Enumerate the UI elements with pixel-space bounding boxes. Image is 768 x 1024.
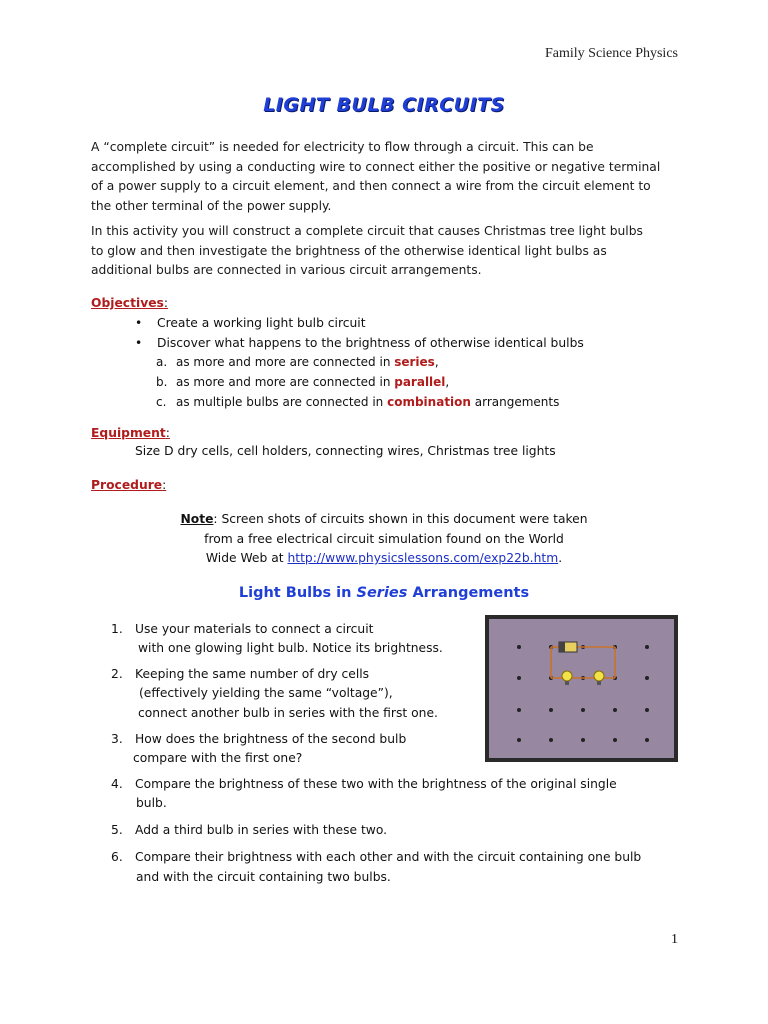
list-item [111, 620, 373, 639]
list-item [156, 352, 559, 372]
step-text: Use your materials to connect a circuit [135, 622, 374, 636]
intro-p1-line: A “complete circuit” is needed for electricity to flow through a circuit. This can be [91, 140, 594, 154]
step-text: Keeping the same number of dry cells [135, 667, 370, 681]
intro-p1-line: of a power supply to a circuit element, and then connect a wire from the circuit element to [91, 179, 651, 194]
procedure-colon: : [162, 478, 167, 492]
objectives-sublist [156, 352, 559, 412]
peg [613, 738, 617, 742]
simulation-link[interactable]: http://www.physicslessons.com/exp22b.htm [287, 551, 559, 565]
sub-text [176, 372, 449, 392]
sub-post: arrangements [470, 395, 560, 409]
step-number: 1. [111, 622, 123, 636]
note-label: Note [180, 512, 214, 526]
objectives-colon: : [163, 296, 169, 310]
keyword-series: series [394, 355, 435, 369]
note-line-1 [0, 510, 768, 530]
step-number: 5. [111, 823, 123, 837]
intro-paragraph-2 [91, 222, 691, 281]
page-title: LIGHT BULB CIRCUITS [263, 94, 505, 116]
peg [581, 738, 585, 742]
step-number: 3. [111, 732, 123, 746]
note-text: : Screen shots of circuits shown in this document were taken [213, 512, 588, 526]
section-subtitle [0, 585, 768, 601]
bulb-icon [562, 671, 572, 685]
step-text-cont: with one glowing light bulb. Notice its brightness. [138, 641, 443, 655]
peg [517, 645, 521, 649]
equipment-text: Size D dry cells, cell holders, connecting wires, Christmas tree lights [135, 444, 556, 458]
peg [645, 645, 649, 649]
peg [645, 708, 649, 712]
list-item [135, 334, 584, 354]
running-header: Family Science Physics [545, 46, 678, 61]
sub-pre: as more and more are connected in [176, 355, 395, 369]
peg [517, 708, 521, 712]
bullet-icon: • [135, 316, 143, 330]
sub-post: , [434, 355, 439, 369]
step-text: Add a third bulb in series with these two. [135, 823, 388, 837]
step-number: 6. [111, 850, 123, 864]
intro-p1-line: accomplished by using a conducting wire to connect either the positive or negative terminal [91, 159, 661, 174]
step-text: Compare their brightness with each other and with the circuit containing one bulb [135, 850, 642, 864]
peg [581, 708, 585, 712]
step-text-cont: connect another bulb in series with the first one. [138, 706, 438, 720]
list-item [111, 848, 641, 867]
peg [517, 738, 521, 742]
equipment-heading [91, 426, 170, 440]
subtitle-italic: Series [356, 585, 408, 601]
intro-p2-line: additional bulbs are connected in various circuit arrangements. [91, 263, 482, 278]
step-text-cont: (effectively yielding the same “voltage”), [139, 686, 393, 700]
step-number: 4. [111, 777, 123, 791]
procedure-label: Procedure [91, 478, 163, 492]
intro-p2-line: In this activity you will construct a complete circuit that causes Christmas tree light bulbs [91, 224, 643, 238]
list-item [111, 821, 387, 840]
sub-post: , [445, 375, 450, 389]
intro-paragraph-1 [91, 138, 691, 216]
circuit-simulation-screenshot [485, 615, 678, 762]
sub-pre: as multiple bulbs are connected in [176, 395, 388, 409]
sub-letter: a. [156, 355, 168, 369]
board-pegs [517, 645, 649, 742]
procedure-heading [91, 478, 166, 492]
subtitle-post: Arrangements [407, 585, 530, 601]
objectives-list [135, 314, 584, 353]
simulation-board [489, 619, 674, 758]
sub-pre: as more and more are connected in [176, 375, 395, 389]
peg [549, 738, 553, 742]
circuit-diagram [489, 619, 674, 758]
note-line-3 [0, 549, 768, 569]
battery-terminal [559, 642, 565, 652]
list-item [156, 372, 559, 392]
objectives-label: Objectives [91, 296, 164, 310]
objectives-heading [91, 296, 168, 310]
bulb-icon [594, 671, 604, 685]
sub-letter: c. [156, 395, 167, 409]
keyword-combination: combination [387, 395, 471, 409]
sub-text [176, 392, 559, 412]
note-text: Wide Web at [205, 551, 288, 565]
peg [613, 708, 617, 712]
peg [549, 708, 553, 712]
sub-text [176, 352, 439, 372]
list-item [111, 665, 369, 684]
step-number: 2. [111, 667, 123, 681]
step-text-cont: bulb. [136, 796, 167, 810]
list-item [156, 392, 559, 412]
peg [517, 676, 521, 680]
peg [645, 676, 649, 680]
step-text-cont: and with the circuit containing two bulbs. [136, 870, 391, 884]
list-item [111, 775, 617, 794]
step-text: How does the brightness of the second bulb [135, 732, 407, 746]
note-line-2: from a free electrical circuit simulation found on the World [204, 531, 564, 546]
intro-p1-line: the other terminal of the power supply. [91, 198, 332, 213]
step-text-cont: compare with the first one? [133, 751, 303, 765]
list-item [135, 314, 584, 334]
list-item [111, 730, 406, 749]
bullet-icon: • [135, 335, 143, 350]
objective-text: Create a working light bulb circuit [157, 316, 366, 330]
step-text: Compare the brightness of these two with the brightness of the original single [135, 777, 617, 791]
note-text: . [558, 551, 563, 565]
objective-text: Discover what happens to the brightness of otherwise identical bulbs [157, 335, 584, 350]
intro-p2-line: to glow and then investigate the brightness of the otherwise identical light bulbs as [91, 243, 607, 258]
sub-letter: b. [156, 375, 168, 389]
equipment-colon: : [165, 426, 170, 440]
note-block [0, 510, 768, 569]
peg [645, 738, 649, 742]
keyword-parallel: parallel [394, 375, 446, 389]
equipment-label: Equipment [91, 426, 166, 440]
subtitle-pre: Light Bulbs in [238, 585, 357, 601]
page-number: 1 [671, 932, 678, 947]
